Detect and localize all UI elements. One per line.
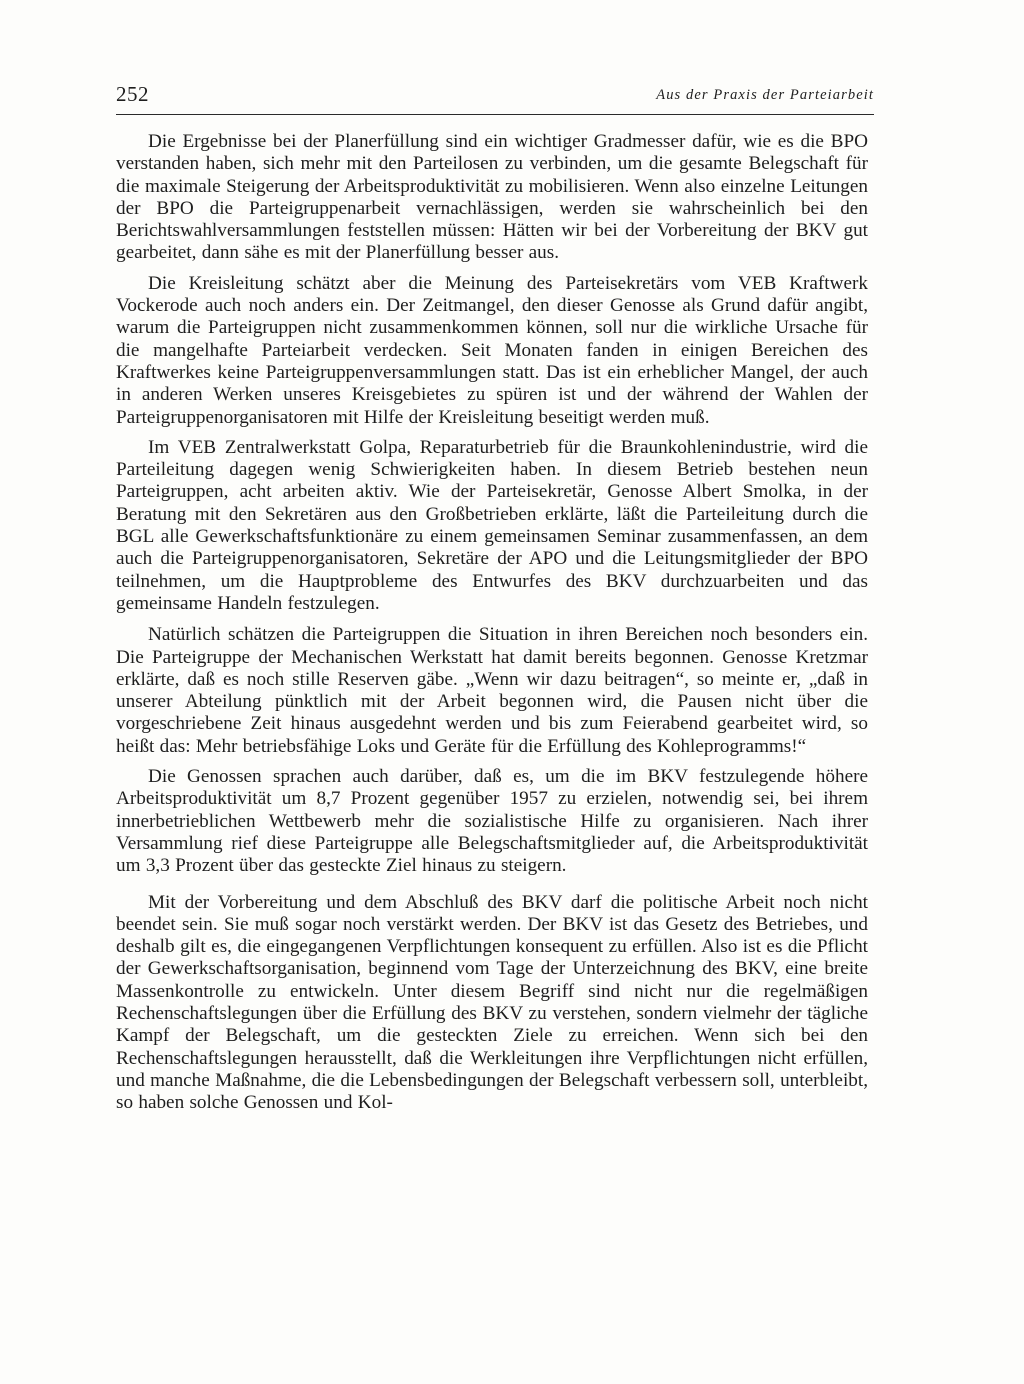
running-head: Aus der Praxis der Parteiarbeit — [656, 87, 874, 103]
paragraph-2: Die Kreisleitung schätzt aber die Meinung des Parteisekretärs vom VEB Kraftwerk Vockerode auch noch anders ein. Der Zeitmangel, den dieser Genosse als Grund dafür angibt, warum die Parteigruppen nicht zusammenkommen können, soll nur die wirkliche Ursache für die mangelhafte Parteiarbeit verdecken. Seit Monaten fanden in einigen Bereichen des Kraftwerkes keine Parteigruppenversammlungen statt. Das ist ein erheblicher Mangel, der auch in anderen Werken unseres Kreisgebietes zu spüren ist und der während der Wahlen der Parteigruppenorganisatoren mit Hilfe der Kreisleitung beseitigt werden muß. — [116, 272, 868, 428]
paragraph-3: Im VEB Zentralwerkstatt Golpa, Reparaturbetrieb für die Braunkohlenindustrie, wird die Parteileitung dagegen wenig Schwierigkeiten haben. In diesem Betrieb bestehen neun Parteigruppen, acht arbeiten aktiv. Wie der Parteisekretär, Genosse Albert Smolka, in der Beratung mit den Sekretären aus den Großbetrieben erklärte, läßt die Parteileitung durch die BGL alle Gewerkschaftsfunktionäre zu einem gemeinsamen Seminar zusammenfassen, an dem auch die Parteigruppenorganisatoren, Sekretäre der APO und die Leitungsmitglieder der BPO teilnehmen, um die Hauptprobleme des Entwurfes des BKV durchzuarbeiten und das gemeinsame Handeln festzulegen. — [116, 436, 868, 614]
page-number: 252 — [116, 82, 149, 106]
paragraph-1: Die Ergebnisse bei der Planerfüllung sind ein wichtiger Gradmesser dafür, wie es die BPO verstanden haben, sich mehr mit den Parteilosen zu verbinden, um die gesamte Belegschaft für die maximale Steigerung der Arbeitsproduktivität zu mobilisieren. Wenn also einzelne Leitungen der BPO die Parteigruppenarbeit vernachlässigen, werden sie wahrscheinlich bei den Berichtswahlversammlungen feststellen müssen: Hätten wir bei der Vorbereitung der BKV gut gearbeitet, dann sähe es mit der Planerfüllung besser aus. — [116, 131, 868, 264]
paragraph-4: Natürlich schätzen die Parteigruppen die Situation in ihren Bereichen noch besonders ein. Die Parteigruppe der Mechanischen Werkstatt hat damit bereits begonnen. Genosse Kretzmar erklärte, daß es noch stille Reserven gäbe. „Wenn wir dazu beitragen“, so meinte er, „daß in unserer Abteilung pünktlich mit der Arbeit begonnen wird, die Pausen nicht über die vorgeschriebene Zeit hinaus ausgedehnt werden und bis zum Feierabend gearbeitet wird, so heißt das: Mehr betriebsfähige Loks und Geräte für die Erfüllung des Kohleprogramms!“ — [116, 624, 868, 757]
paragraph-6: Mit der Vorbereitung und dem Abschluß des BKV darf die politische Arbeit noch nicht beendet sein. Sie muß sogar noch verstärkt werden. Der BKV ist das Gesetz des Betriebes, und deshalb gilt es, die eingegangenen Verpflichtungen konsequent zu erfüllen. Also ist es die Pflicht der Gewerkschaftsorganisation, beginnend vom Tage der Unterzeichnung des BKV, eine breite Massenkontrolle zu entwickeln. Unter diesem Begriff sind nicht nur die regelmäßigen Rechenschaftslegungen über die Erfüllung des BKV zu verstehen, sondern vielmehr der tägliche Kampf der Belegschaft, um die gesteckten Ziele zu erreichen. Wenn sich bei den Rechenschaftslegungen herausstellt, daß die Werkleitungen ihre Verpflichtungen nicht erfüllen, und manche Maßnahme, die die Lebensbedingungen der Belegschaft verbessern soll, unterbleibt, so haben solche Genossen und Kol- — [116, 891, 868, 1114]
body-text — [116, 131, 868, 1122]
page-header — [116, 82, 874, 115]
paragraph-5: Die Genossen sprachen auch darüber, daß es, um die im BKV festzulegende höhere Arbeitsproduktivität um 8,7 Prozent gegenüber 1957 zu erzielen, notwendig sei, bei ihrem innerbetrieblichen Wettbewerb mehr die sozialistische Hilfe zu organisieren. Nach ihrer Versammlung rief diese Parteigruppe alle Belegschaftsmitglieder auf, die Arbeitsproduktivität um 3,3 Prozent über das gesteckte Ziel hinaus zu steigern. — [116, 766, 868, 877]
